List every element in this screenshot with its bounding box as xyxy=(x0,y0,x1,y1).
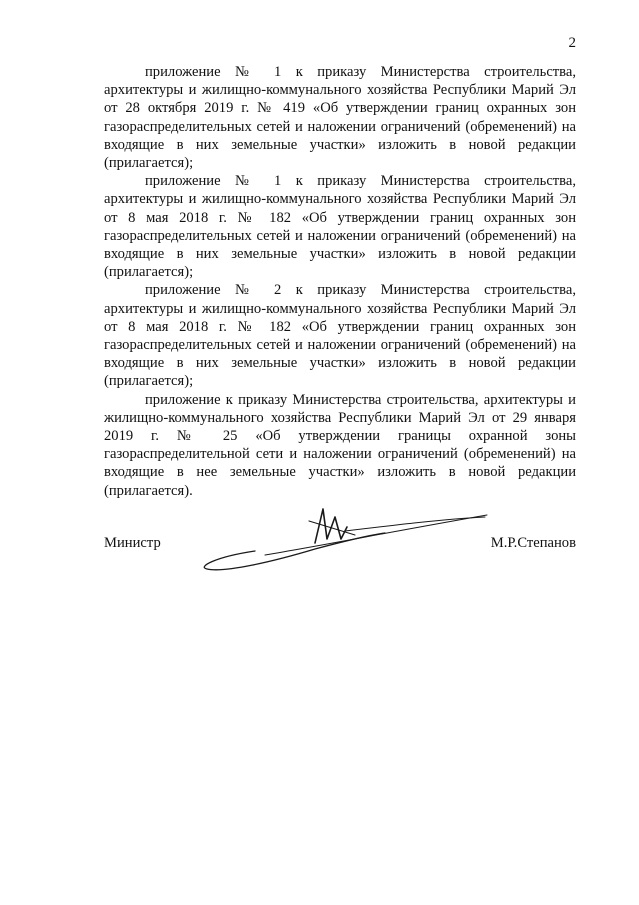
signature-block xyxy=(104,530,576,554)
signatory-name: М.Р.Степанов xyxy=(490,535,576,551)
signatory-title: Министр xyxy=(104,535,161,551)
page-number: 2 xyxy=(568,35,576,51)
paragraph-appendix-1-order-419: приложение № 1 к приказу Министерства строительства, архитектуры и жилищно-коммунального хозяйства Республики Марий Эл от 28 октября 2019 г. № 419 «Об утверждении границ охранных зон газораспределительных сетей и наложении ограничений (обременений) на входящие в них земельные участки» изложить в новой редакции (прилагается); xyxy=(104,64,576,172)
document-body xyxy=(104,63,576,500)
paragraph-appendix-2-order-182: приложение № 2 к приказу Министерства строительства, архитектуры и жилищно-коммунального хозяйства Республики Марий Эл от 8 мая 2018 г. № 182 «Об утверждении границ охранных зон газораспределительных сетей и наложении ограничений (обременений) на входящие в них земельные участки» изложить в новой редакции (прилагается); xyxy=(104,282,576,390)
paragraph-appendix-order-25: приложение к приказу Министерства строительства, архитектуры и жилищно-коммунального хозяйства Республики Марий Эл от 29 января 2019 г. № 25 «Об утверждении границы охранной зоны газораспределительной сети и наложении ограничений (обременений) на входящие в нее земельные участки» изложить в новой редакции (прилагается). xyxy=(104,391,576,499)
paragraph-appendix-1-order-182: приложение № 1 к приказу Министерства строительства, архитектуры и жилищно-коммунального хозяйства Республики Марий Эл от 8 мая 2018 г. № 182 «Об утверждении границ охранных зон газораспределительных сетей и наложении ограничений (обременений) на входящие в них земельные участки» изложить в новой редакции (прилагается); xyxy=(104,173,576,281)
